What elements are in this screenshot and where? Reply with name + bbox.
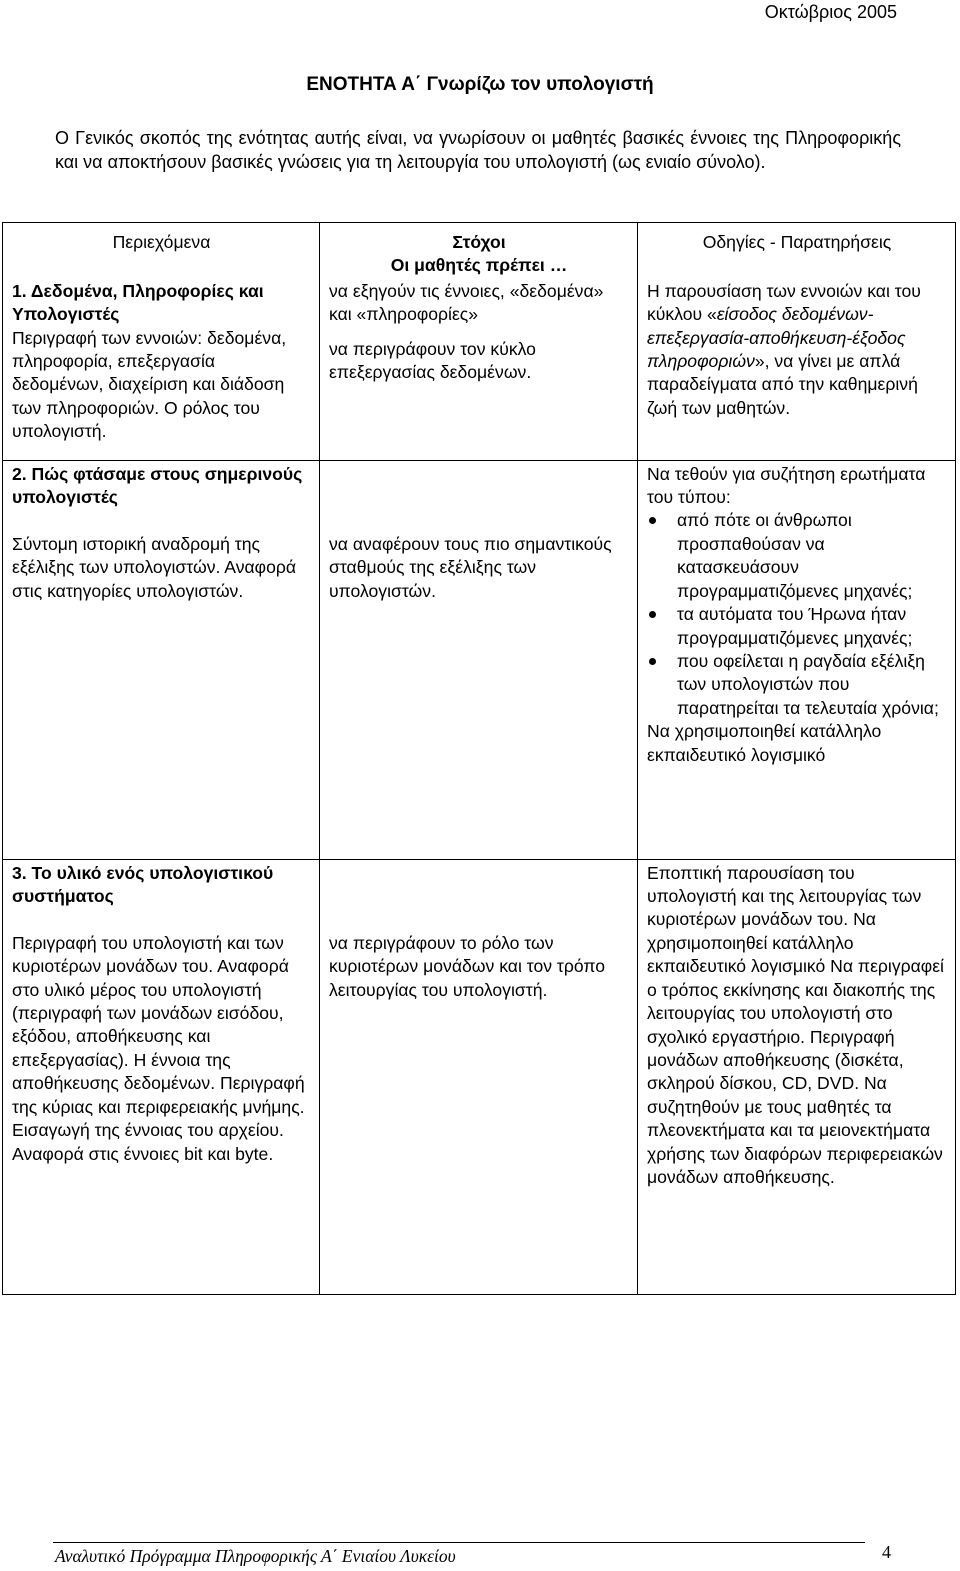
list-item: από πότε οι άνθρωποι προσπαθούσαν να κατασκευάσουν προγραμματιζόμενες μηχανές; [647,509,947,603]
row1-notes-italic: είσοδος δεδομένων-επεξεργασία-αποθήκευση-έξοδος πληροφοριών [647,304,906,372]
row2-description: Σύντομη ιστορική αναδρομή της εξέλιξης των υπολογιστών. Αναφορά στις κατηγορίες υπολογιστών. [12,533,297,601]
row3-title: 3. Το υλικό ενός υπολογιστικού συστήματος [12,862,274,907]
row3-notes [638,859,956,1294]
footer-text: Αναλυτικό Πρόγραμμα Πληροφορικής Α΄ Ενιαίου Λυκείου [55,1546,456,1566]
row1-title: 1. Δεδομένα, Πληροφορίες και Υπολογιστές [12,280,264,325]
row2-notes-bullets [647,509,947,720]
row2-goal: να αναφέρουν τους πιο σημαντικούς σταθμούς της εξέλιξης των υπολογιστών. [329,533,612,601]
header-contents [3,223,320,278]
header-date: Οκτώβριος 2005 [764,2,897,22]
row2-title: 2. Πώς φτάσαμε στους σημερινούς υπολογιστές [12,463,303,508]
table-row [3,278,956,460]
row1-description: Περιγραφή των εννοιών: δεδομένα, πληροφορία, επεξεργασία δεδομένων, διαχείριση και διάδοση των πληροφοριών. Ο ρόλος του υπολογιστή. [12,327,287,442]
row3-description: Περιγραφή του υπολογιστή και των κυριοτέρων μονάδων του. Αναφορά στο υλικό μέρος του υπολογιστή (περιγραφή των μονάδων εισόδου, εξόδου, αποθήκευσης και επεξεργασίας). Η έννοια της αποθήκευσης δεδομένων. Περιγραφή της κύριας και περιφερειακής μνήμης. Εισαγωγή της έννοιας του αρχείου. Αναφορά στις έννοιες bit και byte. [12,932,305,1164]
header-goals [320,223,638,278]
row3-contents [3,859,320,1294]
table-row [3,460,956,859]
row1-goal-1: να εξηγούν τις έννοιες, «δεδομένα» και «πληροφορίες» [329,280,604,325]
row3-notes-text: Εποπτική παρουσίαση του υπολογιστή και της λειτουργίας των κυριοτέρων μονάδων του. Να χρησιμοποιηθεί κατάλληλο εκπαιδευτικό λογισμικό Να περιγραφεί ο τρόπος εκκίνησης και διακοπής της λειτουργίας του υπολογιστή στο σχολικό εργαστήριο. Περιγραφή μονάδων αποθήκευσης (δισκέτα, σκληρού δίσκου, CD, DVD. Να συζητηθούν με τους μαθητές τα πλεονεκτήματα και τα μειονεκτήματα χρήσης των διαφόρων περιφερειακών μονάδων αποθήκευσης. [647,862,944,1187]
table-header-row [3,223,956,278]
list-item: τα αυτόματα του Ήρωνα ήταν προγραμματιζόμενες μηχανές; [647,603,947,650]
section-title: ΕΝΟΤΗΤΑ Α΄ Γνωρίζω τον υπολογιστή [306,74,654,95]
list-item: που οφείλεται η ραγδαία εξέλιξη των υπολογιστών που παρατηρείται τα τελευταία χρόνια; [647,650,947,720]
row1-contents [3,278,320,460]
footer-divider [53,1542,865,1543]
row3-goal: να περιγράφουν το ρόλο των κυριοτέρων μονάδων και τον τρόπο λειτουργίας του υπολογιστή. [329,932,606,1000]
row2-goals [320,460,638,859]
row2-notes-outro: Να χρησιμοποιηθεί κατάλληλο εκπαιδευτικό λογισμικό [647,721,882,765]
intro-paragraph: Ο Γενικός σκοπός της ενότητας αυτής είναι, να γνωρίσουν οι μαθητές βασικές έννοιες της Πληροφορικής και να αποκτήσουν βασικές γνώσεις για τη λειτουργία του υπολογιστή (ως ενιαίο σύνολο). [55,128,901,172]
row1-notes-suffix: », να γίνει με απλά παραδείγματα από την καθημερινή ζωή των μαθητών. [647,351,918,418]
row1-goals [320,278,638,460]
row2-notes [638,460,956,859]
bullet-icon [649,611,656,618]
header-notes [638,223,956,278]
row3-goals [320,859,638,1294]
header-goals-sublabel: Οι μαθητές πρέπει … [390,255,568,276]
header-goals-label: Στόχοι [452,232,506,252]
header-contents-label: Περιεχόμενα [112,232,211,252]
row2-notes-intro: Να τεθούν για συζήτηση ερωτήματα του τύπου: [647,463,926,508]
page-number: 4 [882,1542,891,1562]
row1-goal-2: να περιγράφουν τον κύκλο επεξεργασίας δεδομένων. [329,338,536,383]
row1-notes-prefix: Η παρουσίαση των εννοιών και του κύκλου « [647,280,921,325]
curriculum-table [2,222,956,1295]
table-row [3,859,956,1294]
row1-notes [638,278,956,460]
header-notes-label: Οδηγίες - Παρατηρήσεις [702,232,892,252]
bullet-icon [649,658,656,665]
row2-contents [3,460,320,859]
bullet-icon [649,517,656,524]
